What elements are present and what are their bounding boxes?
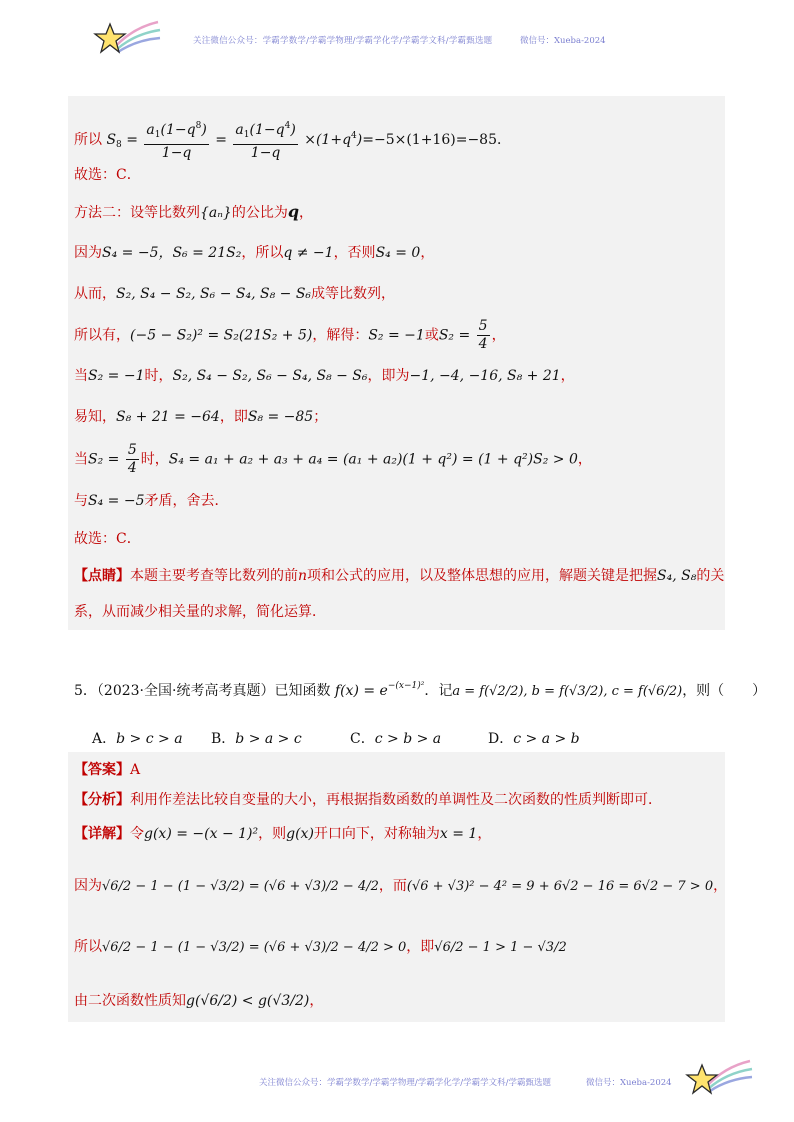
footer-promo: 关注微信公众号：学霸学数学/学霸学物理/学霸学化学/学霸学文科/学霸甄选题 — [259, 1078, 551, 1088]
sol-line-8: 易知，S₈ + 21 = −64，即S₈ = −85； — [74, 409, 328, 425]
sol-line-3: 方法二：设等比数列{aₙ}的公比为q， — [74, 202, 314, 221]
sol-line-13: 系，从而减少相关量的求解，简化运算． — [74, 604, 326, 620]
analysis-line: 【分析】利用作差法比较自变量的大小，再根据指数函数的单调性及二次函数的性质判断即可． — [74, 792, 662, 808]
option-d[interactable]: D．c > a > b — [488, 731, 580, 747]
footer-wechat: 微信号：Xueba-2024 — [586, 1078, 672, 1088]
sol-line-6: 所以有，(−5 − S₂)² = S₂(21S₂ + 5)，解得：S₂ = −1或S₂ = $\frac{5}{4}$ ， — [74, 318, 506, 352]
sol-line-10: 与S₄ = −5矛盾，舍去． — [74, 493, 229, 509]
option-a[interactable]: A．b > c > a — [92, 731, 183, 747]
detail-line-2: 因为√6/2 − 1 − (1 − √3/2) = (√6 + √3)/2 − 4/2，而(√6 + √3)² − 4² = 9 + 6√2 − 16 = 6√2 − 7 > 0， — [74, 878, 728, 894]
sol-line-11: 故选：C． — [74, 531, 141, 547]
detail-line-3: 所以√6/2 − 1 − (1 − √3/2) = (√6 + √3)/2 − 4/2 > 0，即√6/2 − 1 > 1 − √3/2 — [74, 939, 567, 955]
sol-line-5: 从而，S₂, S₄ − S₂, S₆ − S₄, S₈ − S₆成等比数列， — [74, 286, 396, 302]
star-logo-icon — [92, 14, 162, 58]
option-b[interactable]: B．b > a > c — [211, 731, 302, 747]
sol-line-12: 【点睛】本题主要考查等比数列的前n项和公式的应用，以及整体思想的应用，解题关键是把握S₄, S₈的关 — [74, 568, 725, 584]
detail-line-4: 由二次函数性质知g(√6/2) < g(√3/2)， — [74, 993, 324, 1009]
header-wechat: 微信号：Xueba-2024 — [520, 36, 606, 46]
header-promo: 关注微信公众号：学霸学数学/学霸学物理/学霸学化学/学霸学文科/学霸甄选题 — [193, 36, 493, 46]
sol-line-2: 故选：C． — [74, 167, 141, 183]
sol-line-4: 因为S₄ = −5，S₆ = 21S₂，所以q ≠ −1，否则S₄ = 0， — [74, 245, 435, 261]
solution-panel — [68, 96, 725, 630]
sol-line-1: 所以 $S_8$ = $\frac{a_1(1-q^8)}{1-q}$ = $\frac{a_1(1-q^4)}{1-q}$ $\times(1+q^4)=-5\times(1+16)=-85$． — [74, 118, 511, 162]
answer-line: 【答案】A — [74, 762, 141, 778]
question-5-stem: 5．（2023·全国·统考高考真题）已知函数 $f(x) = e^{-(x-1)^2}$．记a = f(√2/2), b = f(√3/2), c = f(√6/2)，则（ ） — [74, 681, 767, 699]
sol-line-7: 当S₂ = −1时，S₂, S₄ − S₂, S₆ − S₄, S₈ − S₆，即为−1, −4, −16, S₈ + 21， — [74, 368, 575, 384]
star-logo-footer-icon — [684, 1055, 754, 1099]
detail-line-1: 【详解】令g(x) = −(x − 1)²，则g(x)开口向下，对称轴为x = 1， — [74, 826, 492, 842]
sol-line-9: 当S₂ = $\frac{5}{4}$ 时，S₄ = a₁ + a₂ + a₃ + a₄ = (a₁ + a₂)(1 + q²) = (1 + q²)S₂ > 0， — [74, 442, 592, 476]
option-c[interactable]: C．c > b > a — [350, 731, 442, 747]
